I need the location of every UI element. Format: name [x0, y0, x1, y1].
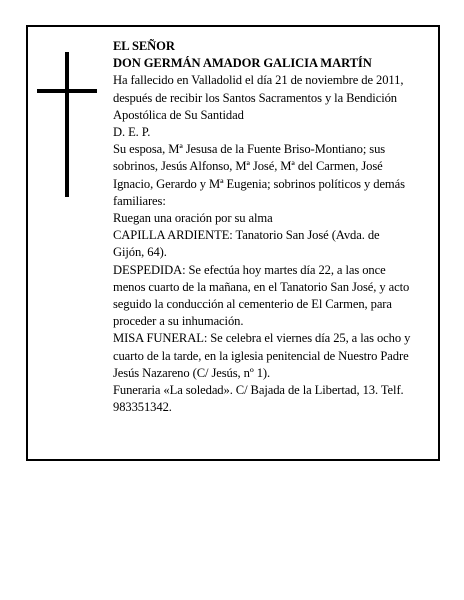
cross-horizontal-bar	[37, 89, 97, 93]
farewell-paragraph: DESPEDIDA: Se efectúa hoy martes día 22, a las once menos cuarto de la mañana, en el Tanatorio San José, y acto seguido la conducción al cementerio de El Carmen, para proceder a su inhumación.	[113, 262, 410, 329]
cross-icon	[37, 52, 97, 197]
funeral-home-paragraph: Funeraria «La soledad». C/ Bajada de la Libertad, 13. Telf. 983351342.	[113, 383, 404, 415]
deceased-name: DON GERMÁN AMADOR GALICIA MARTÍN	[113, 56, 372, 71]
chapel-paragraph: CAPILLA ARDIENTE: Tanatorio San José (Avda. de Gijón, 64).	[113, 228, 380, 260]
prayer-line: Ruegan una oración por su alma	[113, 211, 273, 226]
rip-line: D. E. P.	[113, 125, 151, 140]
passing-paragraph: Ha fallecido en Valladolid el día 21 de noviembre de 2011, después de recibir los Santos Sacramentos y la Bendición Apostólica de Su Santidad	[113, 73, 404, 122]
notice-title: EL SEÑOR	[113, 39, 175, 53]
mass-paragraph: MISA FUNERAL: Se celebra el viernes día 25, a las ocho y cuarto de la tarde, en la iglesia penitencial de Nuestro Padre Jesús Nazareno (C/ Jesús, nº 1).	[113, 331, 411, 380]
cross-vertical-bar	[65, 52, 69, 197]
family-paragraph: Su esposa, Mª Jesusa de la Fuente Briso-Montiano; sus sobrinos, Jesús Alfonso, Mª José, Mª del Carmen, José Ignacio, Gerardo y Mª Eugenia; sobrinos políticos y demás familiares:	[113, 142, 405, 208]
obituary-text	[113, 38, 413, 416]
